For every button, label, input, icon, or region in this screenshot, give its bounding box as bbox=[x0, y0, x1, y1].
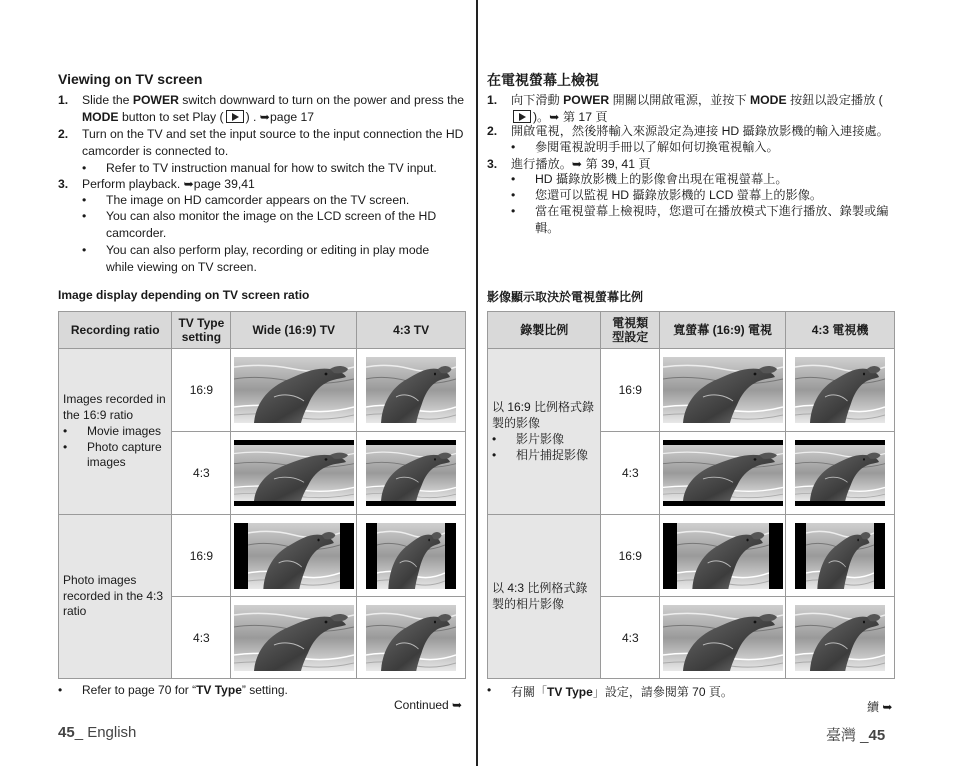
header-wide-tv: 寬螢幕 (16:9) 電視 bbox=[660, 312, 786, 349]
play-mode-icon bbox=[226, 110, 244, 123]
right-subheading: 影像顯示取決於電視螢幕比例 bbox=[487, 290, 644, 304]
ratio-cell: 4:3 bbox=[172, 597, 231, 679]
dolphin-image bbox=[663, 523, 783, 589]
ratio-cell: 4:3 bbox=[601, 597, 660, 679]
dolphin-image bbox=[795, 605, 885, 671]
dolphin-image bbox=[663, 440, 783, 506]
dolphin-image bbox=[366, 605, 456, 671]
ratio-cell: 16:9 bbox=[601, 515, 660, 597]
group1-desc: Images recorded in the 16:9 ratio • Movie images • Photo capture images bbox=[59, 349, 172, 515]
left-continued: Continued ➥ bbox=[394, 698, 463, 712]
ratio-cell: 4:3 bbox=[172, 432, 231, 515]
group2-desc: 以 4:3 比例格式錄製的相片影像 bbox=[488, 515, 601, 679]
header-recording-ratio: 錄製比例 bbox=[488, 312, 601, 349]
right-step-2: 2. 開啟電視，然後將輸入來源設定為連接 HD 攝錄放影機的輸入連接處。 bbox=[487, 124, 889, 138]
left-heading: Viewing on TV screen bbox=[58, 71, 203, 87]
header-43-tv: 4:3 電視機 bbox=[786, 312, 895, 349]
dolphin-image bbox=[234, 440, 354, 506]
page-divider bbox=[476, 0, 478, 766]
dolphin-image bbox=[795, 357, 885, 423]
right-step-1: 1. 向下滑動 POWER 開關以開啟電源，並按下 MODE 按鈕以設定播放 ()。➥ 第 17 頁 bbox=[487, 93, 883, 124]
header-43-tv: 4:3 TV bbox=[357, 312, 466, 349]
left-subheading: Image display depending on TV screen ratio bbox=[58, 288, 310, 302]
right-page-number: 臺灣 _45 bbox=[826, 727, 886, 744]
left-step-3: 3. Perform playback. ➥page 39,41 bbox=[58, 177, 255, 191]
ratio-cell: 4:3 bbox=[601, 432, 660, 515]
ratio-cell: 16:9 bbox=[172, 349, 231, 432]
ratio-cell: 16:9 bbox=[172, 515, 231, 597]
right-heading: 在電視螢幕上檢視 bbox=[487, 72, 599, 88]
dolphin-image bbox=[234, 523, 354, 589]
left-step-2: 2. Turn on the TV and set the input source to the input connection the HD camcorder is connected to. bbox=[58, 127, 464, 158]
right-step-3: 3. 進行播放。➥ 第 39, 41 頁 bbox=[487, 157, 651, 171]
dolphin-image bbox=[795, 440, 885, 506]
dolphin-image bbox=[234, 605, 354, 671]
dolphin-image bbox=[366, 523, 456, 589]
group2-desc: Photo images recorded in the 4:3 ratio bbox=[59, 515, 172, 679]
header-wide-tv: Wide (16:9) TV bbox=[231, 312, 357, 349]
dolphin-image bbox=[234, 357, 354, 423]
play-mode-icon bbox=[513, 110, 531, 123]
left-step-1: 1. Slide the POWER switch downward to turn on the power and press the MODE button to set Play ( ) . ➥page 17 bbox=[58, 93, 465, 124]
dolphin-image bbox=[795, 523, 885, 589]
right-ratio-table bbox=[487, 311, 895, 679]
dolphin-image bbox=[663, 605, 783, 671]
header-tv-type: 電視類型設定 bbox=[601, 312, 660, 349]
left-page-number: 45_ English bbox=[58, 724, 137, 741]
header-recording-ratio: Recording ratio bbox=[59, 312, 172, 349]
dolphin-image bbox=[366, 440, 456, 506]
right-continued: 續 ➥ bbox=[867, 700, 893, 714]
left-ratio-table bbox=[58, 311, 466, 679]
ratio-cell: 16:9 bbox=[601, 349, 660, 432]
dolphin-image bbox=[366, 357, 456, 423]
header-tv-type: TV Type setting bbox=[172, 312, 231, 349]
group1-desc: 以 16:9 比例格式錄製的影像 • 影片影像 • 相片捕捉影像 bbox=[488, 349, 601, 515]
dolphin-image bbox=[663, 357, 783, 423]
